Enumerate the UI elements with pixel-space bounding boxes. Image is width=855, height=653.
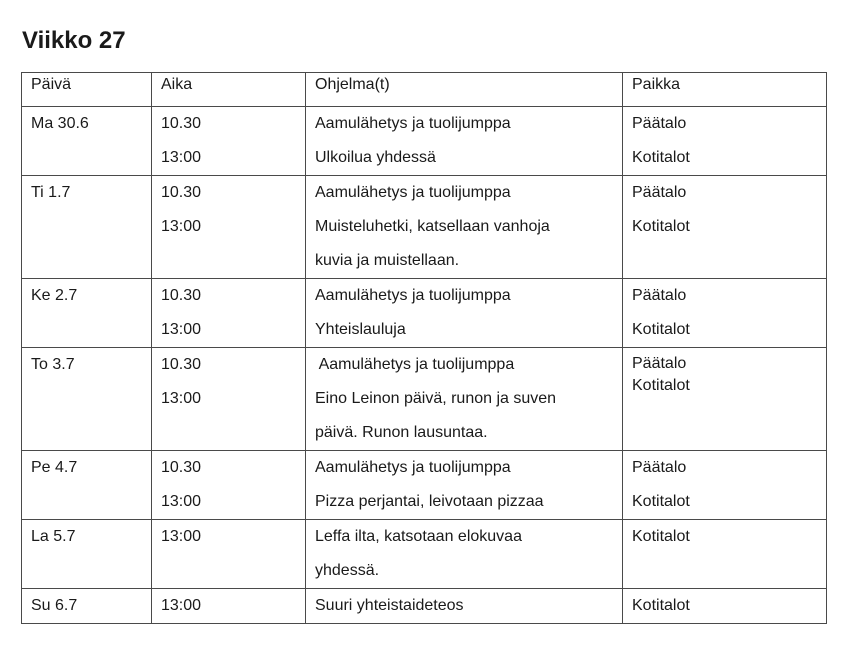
place-cell — [623, 107, 827, 176]
time-value: 13:00 — [161, 390, 202, 407]
day-cell — [22, 451, 152, 520]
header-program: Ohjelma(t) — [306, 73, 623, 107]
place-text: Kotitalot — [632, 528, 690, 545]
program-cell — [306, 589, 623, 624]
time-value: 10.30 — [161, 287, 202, 304]
place-text: Kotitalot — [632, 597, 690, 614]
program-text: Aamulähetys ja tuolijumppa — [315, 184, 511, 201]
program-text: Aamulähetys ja tuolijumppa — [315, 356, 515, 373]
day-label: Ma 30.6 — [31, 115, 89, 132]
place-text: Päätalo — [632, 459, 687, 476]
time-cell — [152, 107, 306, 176]
place-text: Päätalo — [632, 355, 687, 372]
day-cell — [22, 107, 152, 176]
day-cell — [22, 589, 152, 624]
program-text: Ulkoilua yhdessä — [315, 149, 436, 166]
place-cell — [623, 520, 827, 589]
header-day: Päivä — [22, 73, 152, 107]
program-text: Yhteislauluja — [315, 321, 406, 338]
program-cell — [306, 176, 623, 279]
place-cell — [623, 279, 827, 348]
table-row — [22, 451, 827, 520]
time-cell — [152, 451, 306, 520]
program-text: kuvia ja muistellaan. — [315, 252, 460, 269]
day-label: Pe 4.7 — [31, 459, 78, 476]
day-label: Ke 2.7 — [31, 287, 78, 304]
time-cell — [152, 520, 306, 589]
program-text: Eino Leinon päivä, runon ja suven — [315, 390, 557, 407]
header-place: Paikka — [623, 73, 827, 107]
program-text: päivä. Runon lausuntaa. — [315, 424, 488, 441]
program-cell — [306, 520, 623, 589]
time-value: 13:00 — [161, 597, 202, 614]
program-cell — [306, 348, 623, 451]
day-cell — [22, 176, 152, 279]
table-header-row — [22, 73, 827, 107]
time-cell — [152, 176, 306, 279]
day-label: Ti 1.7 — [31, 184, 71, 201]
program-text: Aamulähetys ja tuolijumppa — [315, 287, 511, 304]
program-text: Aamulähetys ja tuolijumppa — [315, 115, 511, 132]
time-value: 13:00 — [161, 528, 202, 545]
table-row — [22, 279, 827, 348]
program-cell — [306, 107, 623, 176]
time-value: 10.30 — [161, 184, 202, 201]
table-row — [22, 589, 827, 624]
place-text: Päätalo — [632, 184, 687, 201]
program-cell — [306, 279, 623, 348]
page-title: Viikko 27 — [22, 27, 126, 54]
program-cell — [306, 451, 623, 520]
table-row — [22, 107, 827, 176]
schedule-table — [21, 72, 827, 624]
place-cell — [623, 589, 827, 624]
place-text: Päätalo — [632, 115, 687, 132]
time-value: 10.30 — [161, 459, 202, 476]
time-cell — [152, 589, 306, 624]
time-value: 10.30 — [161, 115, 202, 132]
place-cell — [623, 348, 827, 451]
day-cell — [22, 279, 152, 348]
table-row — [22, 348, 827, 451]
program-text: Muisteluhetki, katsellaan vanhoja — [315, 218, 550, 235]
day-label: Su 6.7 — [31, 597, 78, 614]
day-cell — [22, 520, 152, 589]
place-text: Kotitalot — [632, 321, 690, 338]
day-label: La 5.7 — [31, 528, 76, 545]
program-text: Aamulähetys ja tuolijumppa — [315, 459, 511, 476]
time-value: 10.30 — [161, 356, 202, 373]
time-cell — [152, 279, 306, 348]
table-row — [22, 176, 827, 279]
program-text: Pizza perjantai, leivotaan pizzaa — [315, 493, 544, 510]
time-value: 13:00 — [161, 149, 202, 166]
table-row — [22, 520, 827, 589]
place-text: Päätalo — [632, 287, 687, 304]
program-text: Suuri yhteistaideteos — [315, 597, 464, 614]
place-cell — [623, 451, 827, 520]
place-text: Kotitalot — [632, 377, 690, 394]
day-cell — [22, 348, 152, 451]
program-text: Leffa ilta, katsotaan elokuvaa — [315, 528, 522, 545]
day-label: To 3.7 — [31, 356, 75, 373]
header-time: Aika — [152, 73, 306, 107]
time-cell — [152, 348, 306, 451]
time-value: 13:00 — [161, 493, 202, 510]
place-text: Kotitalot — [632, 149, 690, 166]
time-value: 13:00 — [161, 321, 202, 338]
place-text: Kotitalot — [632, 218, 690, 235]
place-cell — [623, 176, 827, 279]
program-text: yhdessä. — [315, 562, 380, 579]
time-value: 13:00 — [161, 218, 202, 235]
place-text: Kotitalot — [632, 493, 690, 510]
